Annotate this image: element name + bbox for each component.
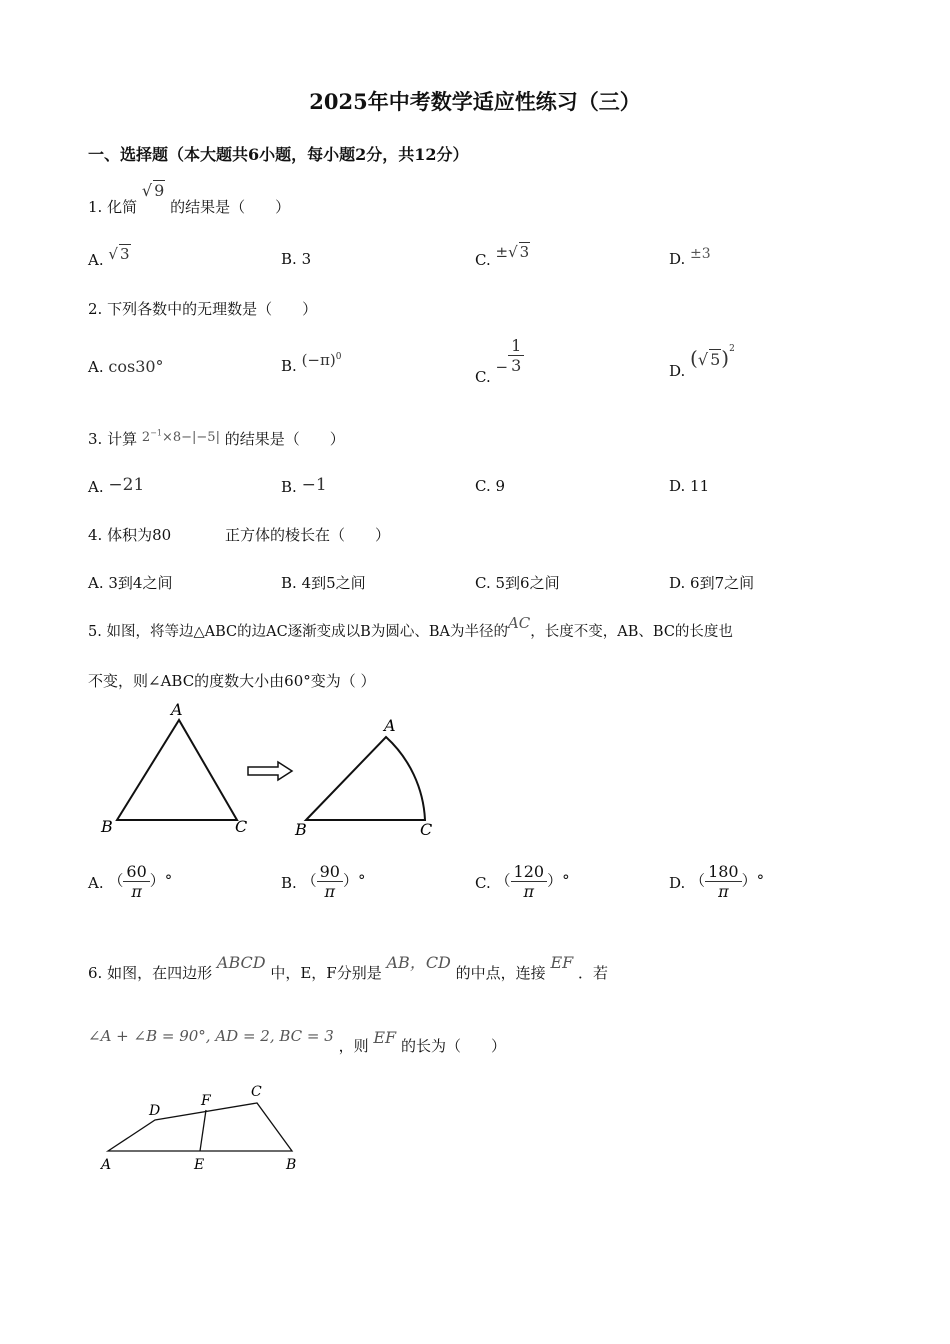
q6-figure [95, 1078, 325, 1178]
q2-option-d: D. (√ 5)$^2$ [669, 344, 735, 380]
q5-text-b: ，长度不变，AB、BC的长度也 [530, 624, 733, 640]
option-lparen: （ [495, 871, 511, 890]
q1-text-after: 的结果是（ ） [170, 198, 291, 216]
q3-expr-rest: ×8−|−5| [161, 430, 220, 445]
option-lparen: ( [690, 346, 698, 370]
question-6-line-1 [88, 953, 609, 983]
option-label: C. [475, 367, 491, 386]
fig1-label-c: C [235, 817, 248, 836]
q2-option-b [281, 351, 342, 375]
option-rparen: ) [721, 346, 730, 370]
q1-option-b [281, 250, 311, 268]
q3-expr-base: 2 [141, 430, 151, 445]
fraction-numerator: 60 [123, 862, 149, 882]
fraction-denominator: 3 [511, 356, 522, 375]
q5-text-a: 如图，将等边△ABC的边AC逐渐变成以B为圆心、BA为半径的 [106, 624, 508, 640]
q2-text: 下列各数中的无理数是（ ） [107, 300, 318, 318]
page-title: 2025年中考数学适应性练习（三） [309, 89, 641, 114]
option-text: −1 [301, 475, 327, 495]
segment-ef [200, 1110, 206, 1151]
option-label: B. [281, 478, 297, 496]
question-1 [88, 181, 291, 217]
q4-option-a [88, 572, 172, 593]
option-text: cos30° [108, 357, 164, 376]
q6-text-3: 的中点，连接 [455, 964, 546, 982]
option-lparen: （ [690, 871, 706, 890]
option-lparen: （ [301, 871, 317, 890]
q1-option-c: C. ±√ 3 [475, 243, 530, 269]
option-text: 3到4之间 [108, 574, 173, 592]
section-heading: 一、选择题（本大题共6小题，每小题2分，共12分） [88, 145, 469, 164]
quadrilateral-abcd [108, 1103, 292, 1151]
q5-number: 5. [88, 624, 102, 640]
q5-figure [95, 695, 455, 845]
q3-option-c [475, 477, 505, 495]
fig-label-f: F [201, 1093, 211, 1109]
option-label: D. [669, 574, 686, 592]
option-label: B. [281, 574, 297, 592]
option-label: D. [669, 873, 686, 892]
question-4 [88, 524, 171, 545]
q6-text-6: 的长为（ ） [400, 1037, 506, 1055]
option-text: 4到5之间 [301, 574, 366, 592]
option-label: C. [475, 873, 491, 892]
option-rparen: ）° [547, 871, 570, 890]
q4-option-d [669, 572, 754, 593]
q1-number: 1. [88, 198, 103, 216]
option-rparen: ）° [149, 871, 173, 890]
fig-label-b: B [286, 1157, 297, 1173]
fig-label-e: E [194, 1157, 205, 1173]
q6-text-5: ，则 [338, 1037, 369, 1055]
fraction-numerator: 120 [511, 862, 548, 882]
option-label: A. [88, 873, 104, 892]
q6-math-ab-cd: AB，CD [386, 953, 451, 972]
fraction-denominator: π [324, 882, 336, 901]
q1-radicand: 9 [154, 181, 165, 200]
q2-option-a [88, 357, 164, 376]
option-text: 11 [690, 477, 710, 495]
q1-option-a: A. √ 3 [88, 245, 130, 269]
q3-text-after: 的结果是（ ） [224, 430, 345, 448]
option-label: B. [281, 250, 297, 268]
q6-text-2: 中，E，F分别是 [270, 964, 382, 982]
option-label: A. [88, 478, 104, 496]
q3-option-d [669, 477, 709, 495]
q6-text-1: 如图，在四边形 [107, 964, 213, 982]
option-lparen: （ [108, 871, 124, 890]
option-exponent: 2 [729, 344, 735, 355]
option-rparen: ）° [342, 871, 366, 890]
q5-option-b [281, 862, 365, 901]
right-arrow-icon [248, 762, 292, 780]
q5-option-a [88, 862, 172, 901]
q3-option-b [281, 477, 327, 497]
q6-text-4: ．若 [578, 964, 609, 982]
option-radicand: 3 [119, 245, 130, 263]
q3-expr-exponent: −1 [150, 428, 162, 438]
option-label: D. [669, 250, 686, 268]
option-text: 6到7之间 [690, 574, 755, 592]
q1-option-d [669, 246, 711, 268]
q6-math-ef-2: EF [373, 1028, 397, 1047]
option-fraction [317, 862, 343, 901]
fig-label-a: A [101, 1157, 112, 1173]
fig2-label-b: B [295, 820, 307, 839]
q6-number: 6. [88, 964, 103, 982]
fraction-denominator: π [523, 882, 535, 901]
q4-text-b: 正方体的棱长在（ ） [225, 526, 391, 544]
option-text: −21 [108, 475, 145, 495]
option-label: A. [88, 358, 104, 376]
option-label: B. [281, 357, 297, 375]
q6-math-abcd: ABCD [216, 953, 266, 972]
q4-text-a: 体积为80 [107, 526, 172, 544]
q3-text-before: 计算 [107, 430, 138, 448]
q3-number: 3. [88, 430, 103, 448]
option-label: A. [88, 574, 104, 592]
q4-option-c [475, 572, 560, 593]
fraction-numerator: 90 [317, 862, 343, 882]
fraction-numerator: 1 [508, 336, 524, 356]
fig2-label-a: A [384, 716, 396, 735]
option-label: D. [669, 477, 686, 495]
fig-label-d: D [149, 1103, 161, 1119]
option-fraction [508, 336, 524, 375]
fig-label-c: C [251, 1084, 262, 1100]
equilateral-triangle [117, 720, 237, 820]
option-pm: ± [495, 243, 509, 261]
question-2 [88, 298, 317, 319]
option-text: 9 [495, 477, 506, 495]
sector-shape [306, 737, 425, 820]
option-base: (−π) [301, 351, 336, 369]
fig1-label-b: B [101, 817, 113, 836]
option-label: C. [475, 251, 491, 269]
q4-option-b [281, 572, 366, 593]
q4-number: 4. [88, 526, 103, 544]
option-radicand: 5 [710, 350, 721, 369]
q1-text-before: 化简 [107, 198, 138, 216]
q5-option-d [669, 862, 764, 901]
option-fraction [511, 862, 548, 901]
option-fraction [705, 862, 742, 901]
option-rparen: ）° [741, 871, 765, 890]
option-label: C. [475, 477, 491, 495]
option-label: A. [88, 251, 104, 269]
option-text: ±3 [690, 246, 711, 262]
option-fraction [123, 862, 149, 901]
option-text: 3 [301, 250, 312, 268]
fraction-denominator: π [131, 882, 142, 901]
option-text: 5到6之间 [495, 574, 560, 592]
question-5-line-1 [88, 614, 733, 641]
option-sign: − [495, 357, 509, 376]
q6-math-ef: EF [550, 953, 574, 972]
q1-sqrt: √ 9 [141, 181, 165, 200]
question-3 [88, 428, 345, 449]
q2-number: 2. [88, 300, 103, 318]
option-label: B. [281, 873, 297, 892]
fraction-denominator: π [718, 882, 729, 901]
q5-arc-label: AC [507, 614, 531, 632]
q5-option-c [475, 862, 570, 901]
option-radicand: 3 [519, 243, 530, 261]
fraction-numerator: 180 [705, 862, 742, 882]
option-label: C. [475, 574, 491, 592]
q6-condition: ∠A + ∠B = 90°, AD = 2, BC = 3 [88, 1027, 334, 1045]
q3-expression [142, 430, 220, 445]
question-5-line-2: 不变，则∠ABC的度数大小由60°变为（ ） [88, 672, 376, 690]
q2-option-c [475, 334, 524, 386]
fig1-label-a: A [171, 700, 183, 719]
option-exponent: 0 [335, 352, 342, 362]
q3-option-a [88, 477, 144, 497]
fig2-label-c: C [420, 820, 433, 839]
question-6-line-2 [88, 1027, 506, 1056]
option-label: D. [669, 362, 686, 380]
